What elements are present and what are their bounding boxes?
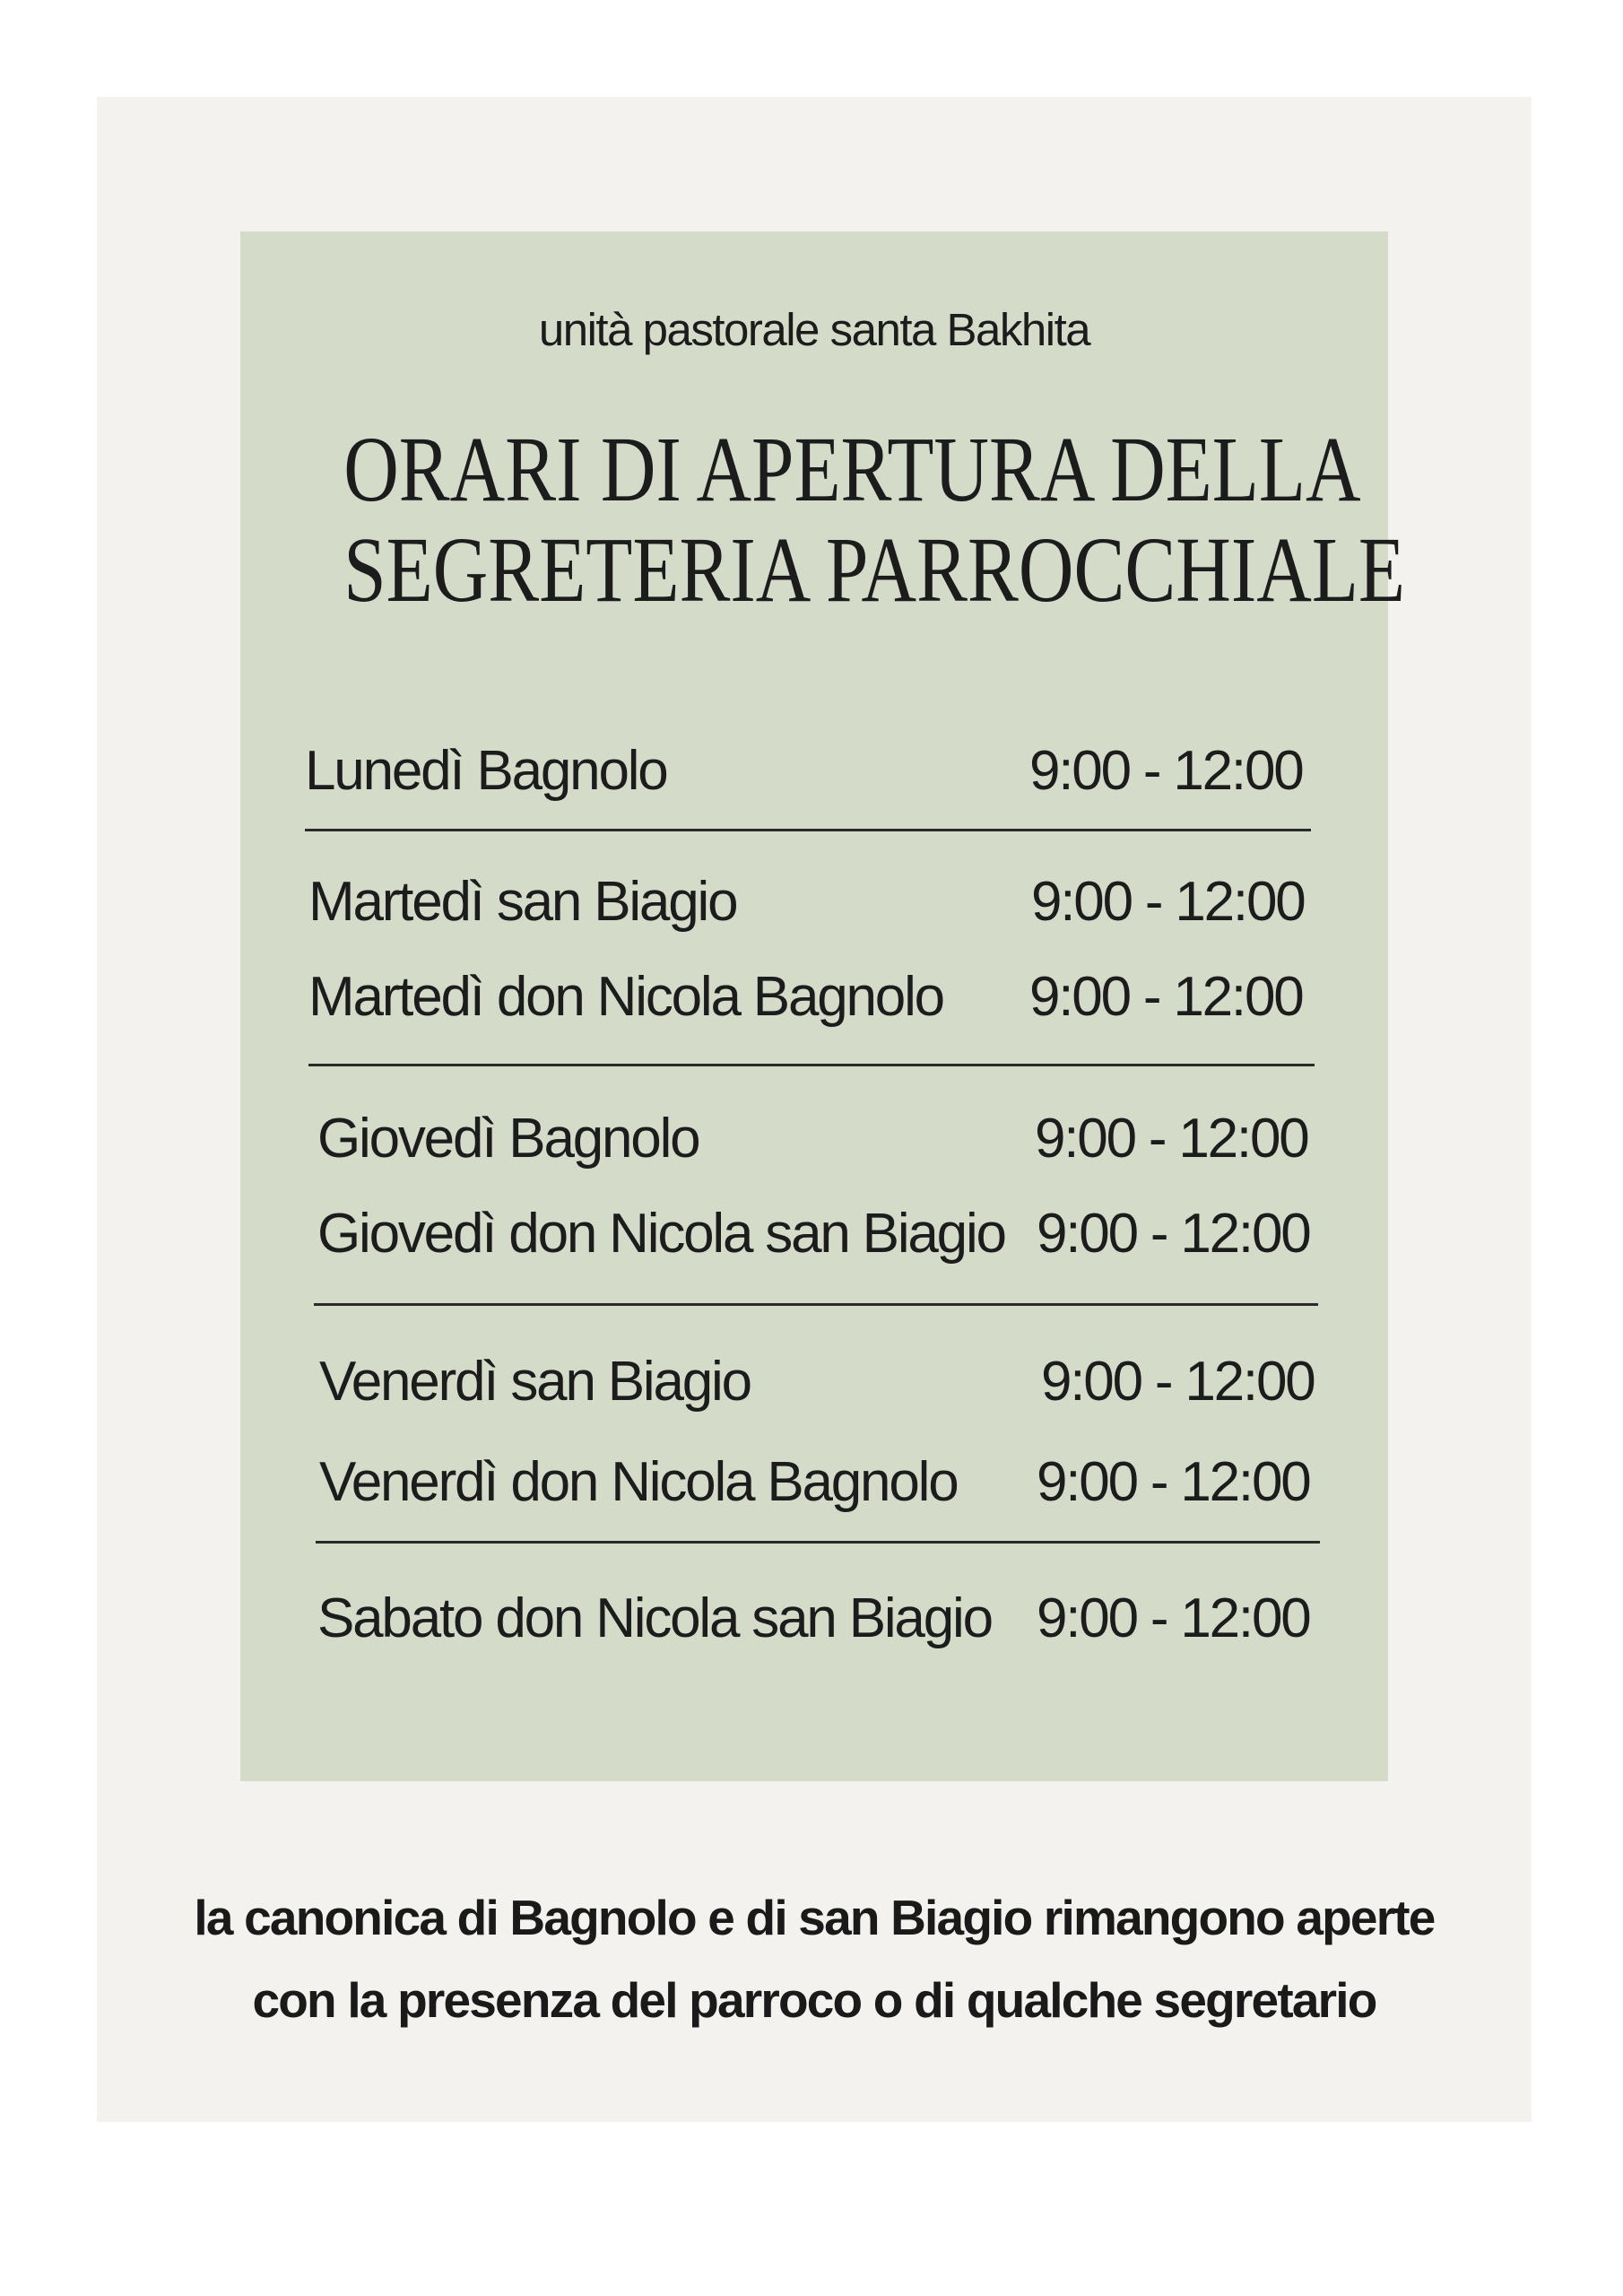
parish-subtitle: unità pastorale santa Bakhita	[538, 304, 1090, 355]
footer-note	[97, 1876, 1532, 2041]
schedule-hours: 9:00 - 12:00	[1029, 740, 1303, 802]
title-line-1: ORARI DI APERTURA DELLA	[343, 418, 1361, 521]
section-divider	[308, 1064, 1315, 1066]
schedule-day-label: Venerdì don Nicola Bagnolo	[319, 1451, 958, 1513]
schedule-day-label: Martedì san Biagio	[308, 871, 737, 933]
section-divider	[314, 1303, 1318, 1306]
schedule-day-label: Giovedì Bagnolo	[317, 1108, 699, 1170]
poster-title	[343, 418, 1406, 622]
footer-line-2: con la presenza del parroco o di qualche segretario	[252, 1972, 1376, 2028]
schedule-hours: 9:00 - 12:00	[1035, 1108, 1308, 1170]
schedule-day-label: Venerdì san Biagio	[319, 1351, 751, 1413]
schedule-panel	[240, 231, 1406, 1781]
schedule-day-label: Sabato don Nicola san Biagio	[317, 1587, 992, 1649]
schedule-hours: 9:00 - 12:00	[1037, 1587, 1310, 1649]
schedule-day-label: Martedì don Nicola Bagnolo	[308, 966, 943, 1028]
schedule-day-label: Giovedì don Nicola san Biagio	[317, 1203, 1005, 1265]
section-divider	[305, 829, 1311, 831]
schedule-hours: 9:00 - 12:00	[1037, 1203, 1310, 1265]
schedule-hours: 9:00 - 12:00	[1029, 966, 1303, 1028]
schedule-hours: 9:00 - 12:00	[1037, 1451, 1310, 1513]
section-divider	[316, 1541, 1320, 1544]
schedule-hours: 9:00 - 12:00	[1031, 871, 1305, 933]
schedule-hours: 9:00 - 12:00	[1041, 1351, 1315, 1413]
title-line-2: SEGRETERIA PARROCCHIALE	[343, 518, 1406, 622]
schedule-day-label: Lunedì Bagnolo	[305, 740, 667, 802]
footer-line-1: la canonica di Bagnolo e di san Biagio rimangono aperte	[194, 1890, 1435, 1945]
